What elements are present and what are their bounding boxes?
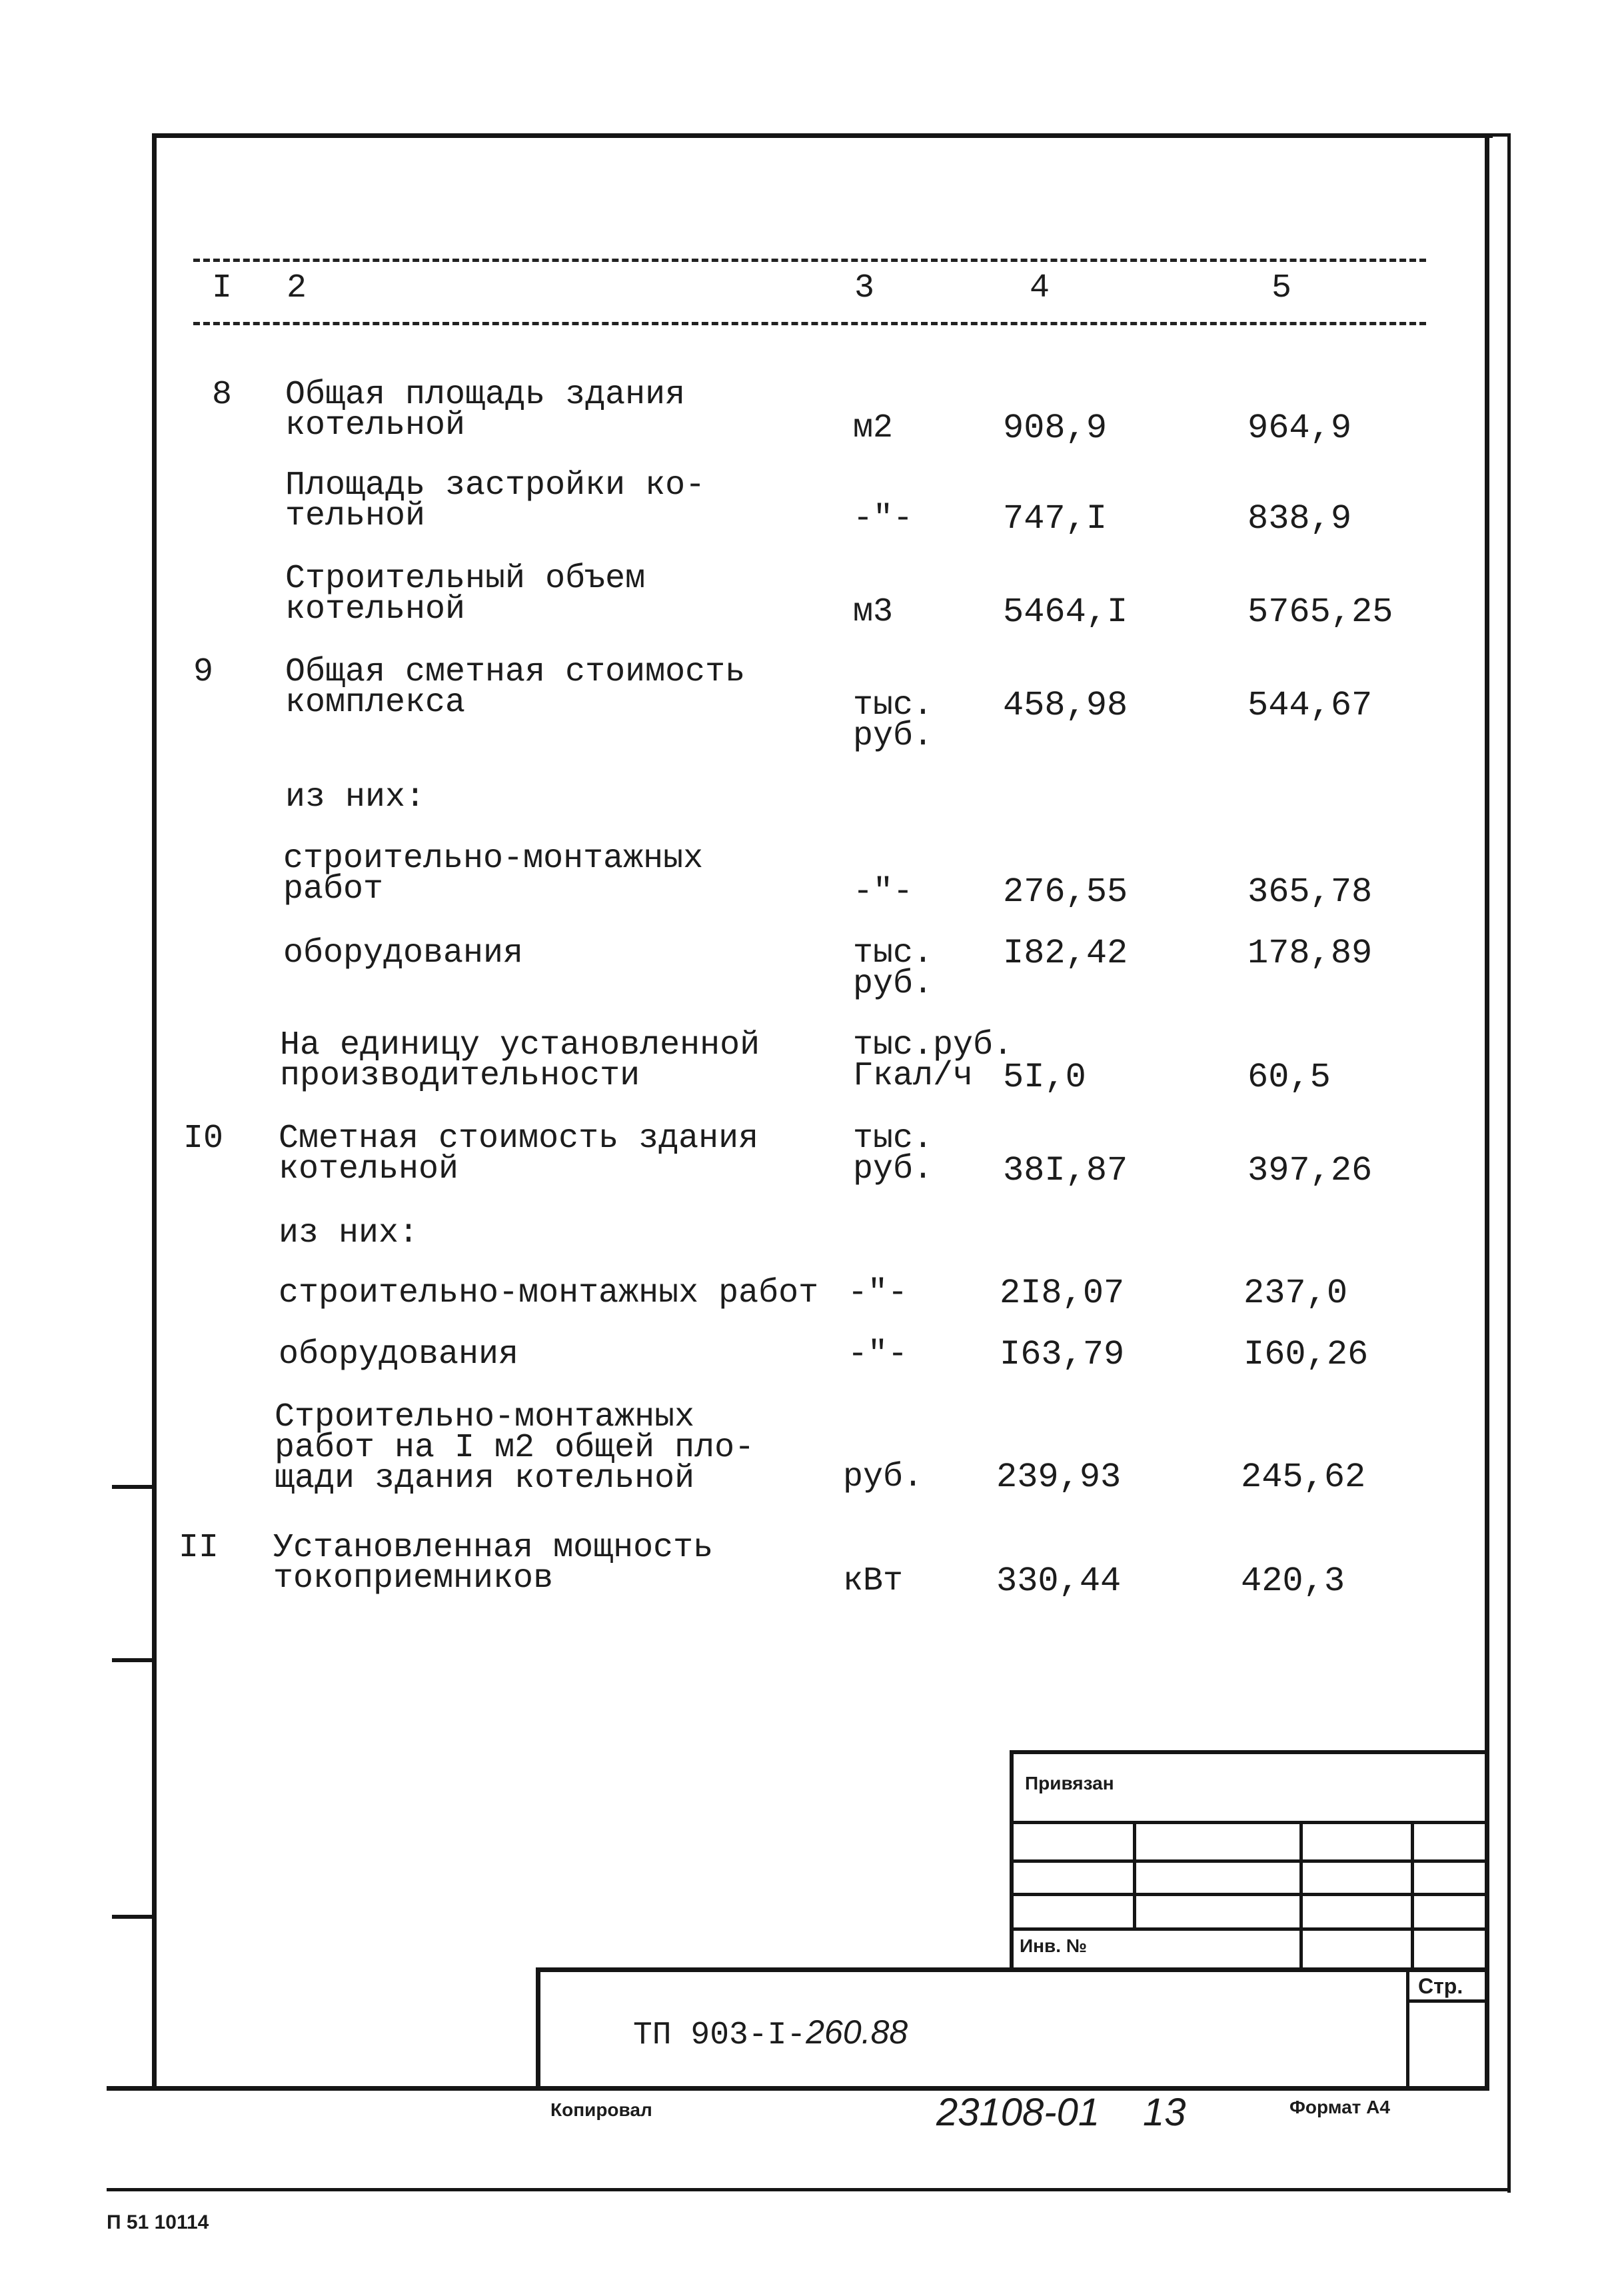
format-label: Формат А4 xyxy=(1289,2097,1390,2117)
stamp-row-rule xyxy=(1010,1821,1488,1824)
title-left-rule xyxy=(536,1967,540,2089)
row-value-5: 5765,25 xyxy=(1247,592,1393,632)
frame-outer-right-border xyxy=(1507,133,1511,2193)
attached-label: Привязан xyxy=(1025,1773,1114,1793)
row-unit: кВт xyxy=(843,1562,904,1600)
col-header-2: 2 xyxy=(287,269,307,307)
inventory-number-label: Инв. № xyxy=(1020,1935,1088,1956)
row-name: Сметная стоимость здания котельной xyxy=(279,1120,759,1188)
row-name: строительно-монтажных работ xyxy=(283,840,704,908)
row-name: Общая площадь здания котельной xyxy=(285,376,686,445)
row-unit: -"- xyxy=(853,500,914,538)
stamp-top-rule xyxy=(1010,1750,1488,1754)
stamp-col-rule xyxy=(1299,1821,1303,1970)
row-name: На единицу установленной производительности xyxy=(280,1026,760,1095)
row-unit: м3 xyxy=(853,593,894,631)
row-unit: м2 xyxy=(853,409,894,447)
row-value-5: 838,9 xyxy=(1247,499,1352,539)
header-bottom-rule xyxy=(193,322,1426,325)
row-name: из них: xyxy=(285,778,426,816)
row-value-4: 239,93 xyxy=(996,1458,1122,1497)
row-value-4: 5464,I xyxy=(1003,592,1128,632)
row-value-5: 397,26 xyxy=(1247,1151,1373,1190)
row-name: Площадь застройки ко- тельной xyxy=(285,467,706,535)
row-unit: -"- xyxy=(848,1336,908,1374)
row-value-4: 2I8,07 xyxy=(1000,1274,1125,1313)
page-box-left-rule xyxy=(1406,1967,1409,2089)
row-unit: -"- xyxy=(853,873,914,911)
row-value-4: I82,42 xyxy=(1003,934,1128,973)
row-value-5: 237,0 xyxy=(1243,1274,1348,1313)
sheet-page-number: 13 xyxy=(1143,2091,1186,2134)
row-name: оборудования xyxy=(279,1336,519,1374)
header-top-rule xyxy=(193,259,1426,262)
row-number: 8 xyxy=(212,376,233,414)
row-name: оборудования xyxy=(283,934,524,972)
row-value-4: 276,55 xyxy=(1003,872,1128,912)
col-header-3: 3 xyxy=(854,269,875,307)
row-value-5: 245,62 xyxy=(1241,1458,1366,1497)
row-name: Общая сметная стоимость комплекса xyxy=(285,653,746,722)
row-value-5: 420,3 xyxy=(1241,1562,1345,1601)
col-header-5: 5 xyxy=(1271,269,1292,307)
row-number: I0 xyxy=(183,1120,224,1158)
row-unit: руб. xyxy=(843,1458,924,1496)
row-unit: тыс. руб. xyxy=(853,686,934,755)
row-value-5: 178,89 xyxy=(1247,934,1373,973)
row-name: Строительно-монтажных работ на I м2 общей пло- щади здания котельной xyxy=(275,1398,755,1498)
row-number: 9 xyxy=(193,653,214,691)
margin-tick xyxy=(112,1658,155,1662)
stamp-col-rule xyxy=(1133,1821,1136,1927)
row-value-4: I63,79 xyxy=(1000,1335,1125,1374)
row-value-4: 908,9 xyxy=(1003,409,1108,448)
title-top-rule xyxy=(536,1967,1488,1972)
document-designation xyxy=(633,2013,908,2053)
page-box-rule xyxy=(1406,1999,1488,2003)
page-label: Стр. xyxy=(1418,1974,1463,1998)
stamp-row-rule xyxy=(1010,1927,1488,1931)
designation-handwritten: 260.88 xyxy=(806,2013,908,2051)
stamp-col-rule xyxy=(1411,1821,1414,1970)
margin-tick xyxy=(112,1915,155,1919)
row-value-4: 38I,87 xyxy=(1003,1151,1128,1190)
row-unit: тыс. руб. xyxy=(853,934,934,1003)
row-unit: -"- xyxy=(848,1274,908,1312)
col-header-1: I xyxy=(212,269,233,307)
row-value-4: 747,I xyxy=(1003,499,1108,539)
row-value-4: 5I,0 xyxy=(1003,1058,1086,1097)
designation-printed: ТП 903-I- xyxy=(633,2017,806,2053)
col-header-4: 4 xyxy=(1030,269,1050,307)
row-value-5: 60,5 xyxy=(1247,1058,1331,1097)
row-name: Установленная мощность токоприемников xyxy=(273,1529,714,1598)
form-code: П 51 10114 xyxy=(107,2211,209,2233)
frame-right-border xyxy=(1485,133,1489,2089)
frame-bottom-border xyxy=(107,2086,1489,2091)
sheet-number: 23108-01 xyxy=(936,2091,1100,2134)
copied-by-label: Копировал xyxy=(550,2099,652,2120)
row-value-5: 365,78 xyxy=(1247,872,1373,912)
row-value-4: 330,44 xyxy=(996,1562,1122,1601)
row-unit: тыс.руб. Гкал/ч xyxy=(853,1026,1014,1095)
row-unit: тыс. руб. xyxy=(853,1120,934,1188)
row-value-5: 544,67 xyxy=(1247,686,1373,725)
stamp-row-rule xyxy=(1010,1859,1488,1863)
row-name: Строительный объем котельной xyxy=(285,560,646,628)
row-value-5: I60,26 xyxy=(1243,1335,1369,1374)
frame-left-border xyxy=(152,133,157,2089)
frame-outer-top-border xyxy=(1485,133,1510,137)
row-name: строительно-монтажных работ xyxy=(279,1274,819,1312)
frame-top-border xyxy=(152,133,1493,138)
frame-outer-bottom-border xyxy=(107,2188,1511,2191)
row-number: II xyxy=(179,1529,219,1567)
row-value-5: 964,9 xyxy=(1247,409,1352,448)
margin-tick xyxy=(112,1485,155,1489)
row-name: из них: xyxy=(279,1214,419,1252)
stamp-row-rule xyxy=(1010,1893,1488,1896)
row-value-4: 458,98 xyxy=(1003,686,1128,725)
